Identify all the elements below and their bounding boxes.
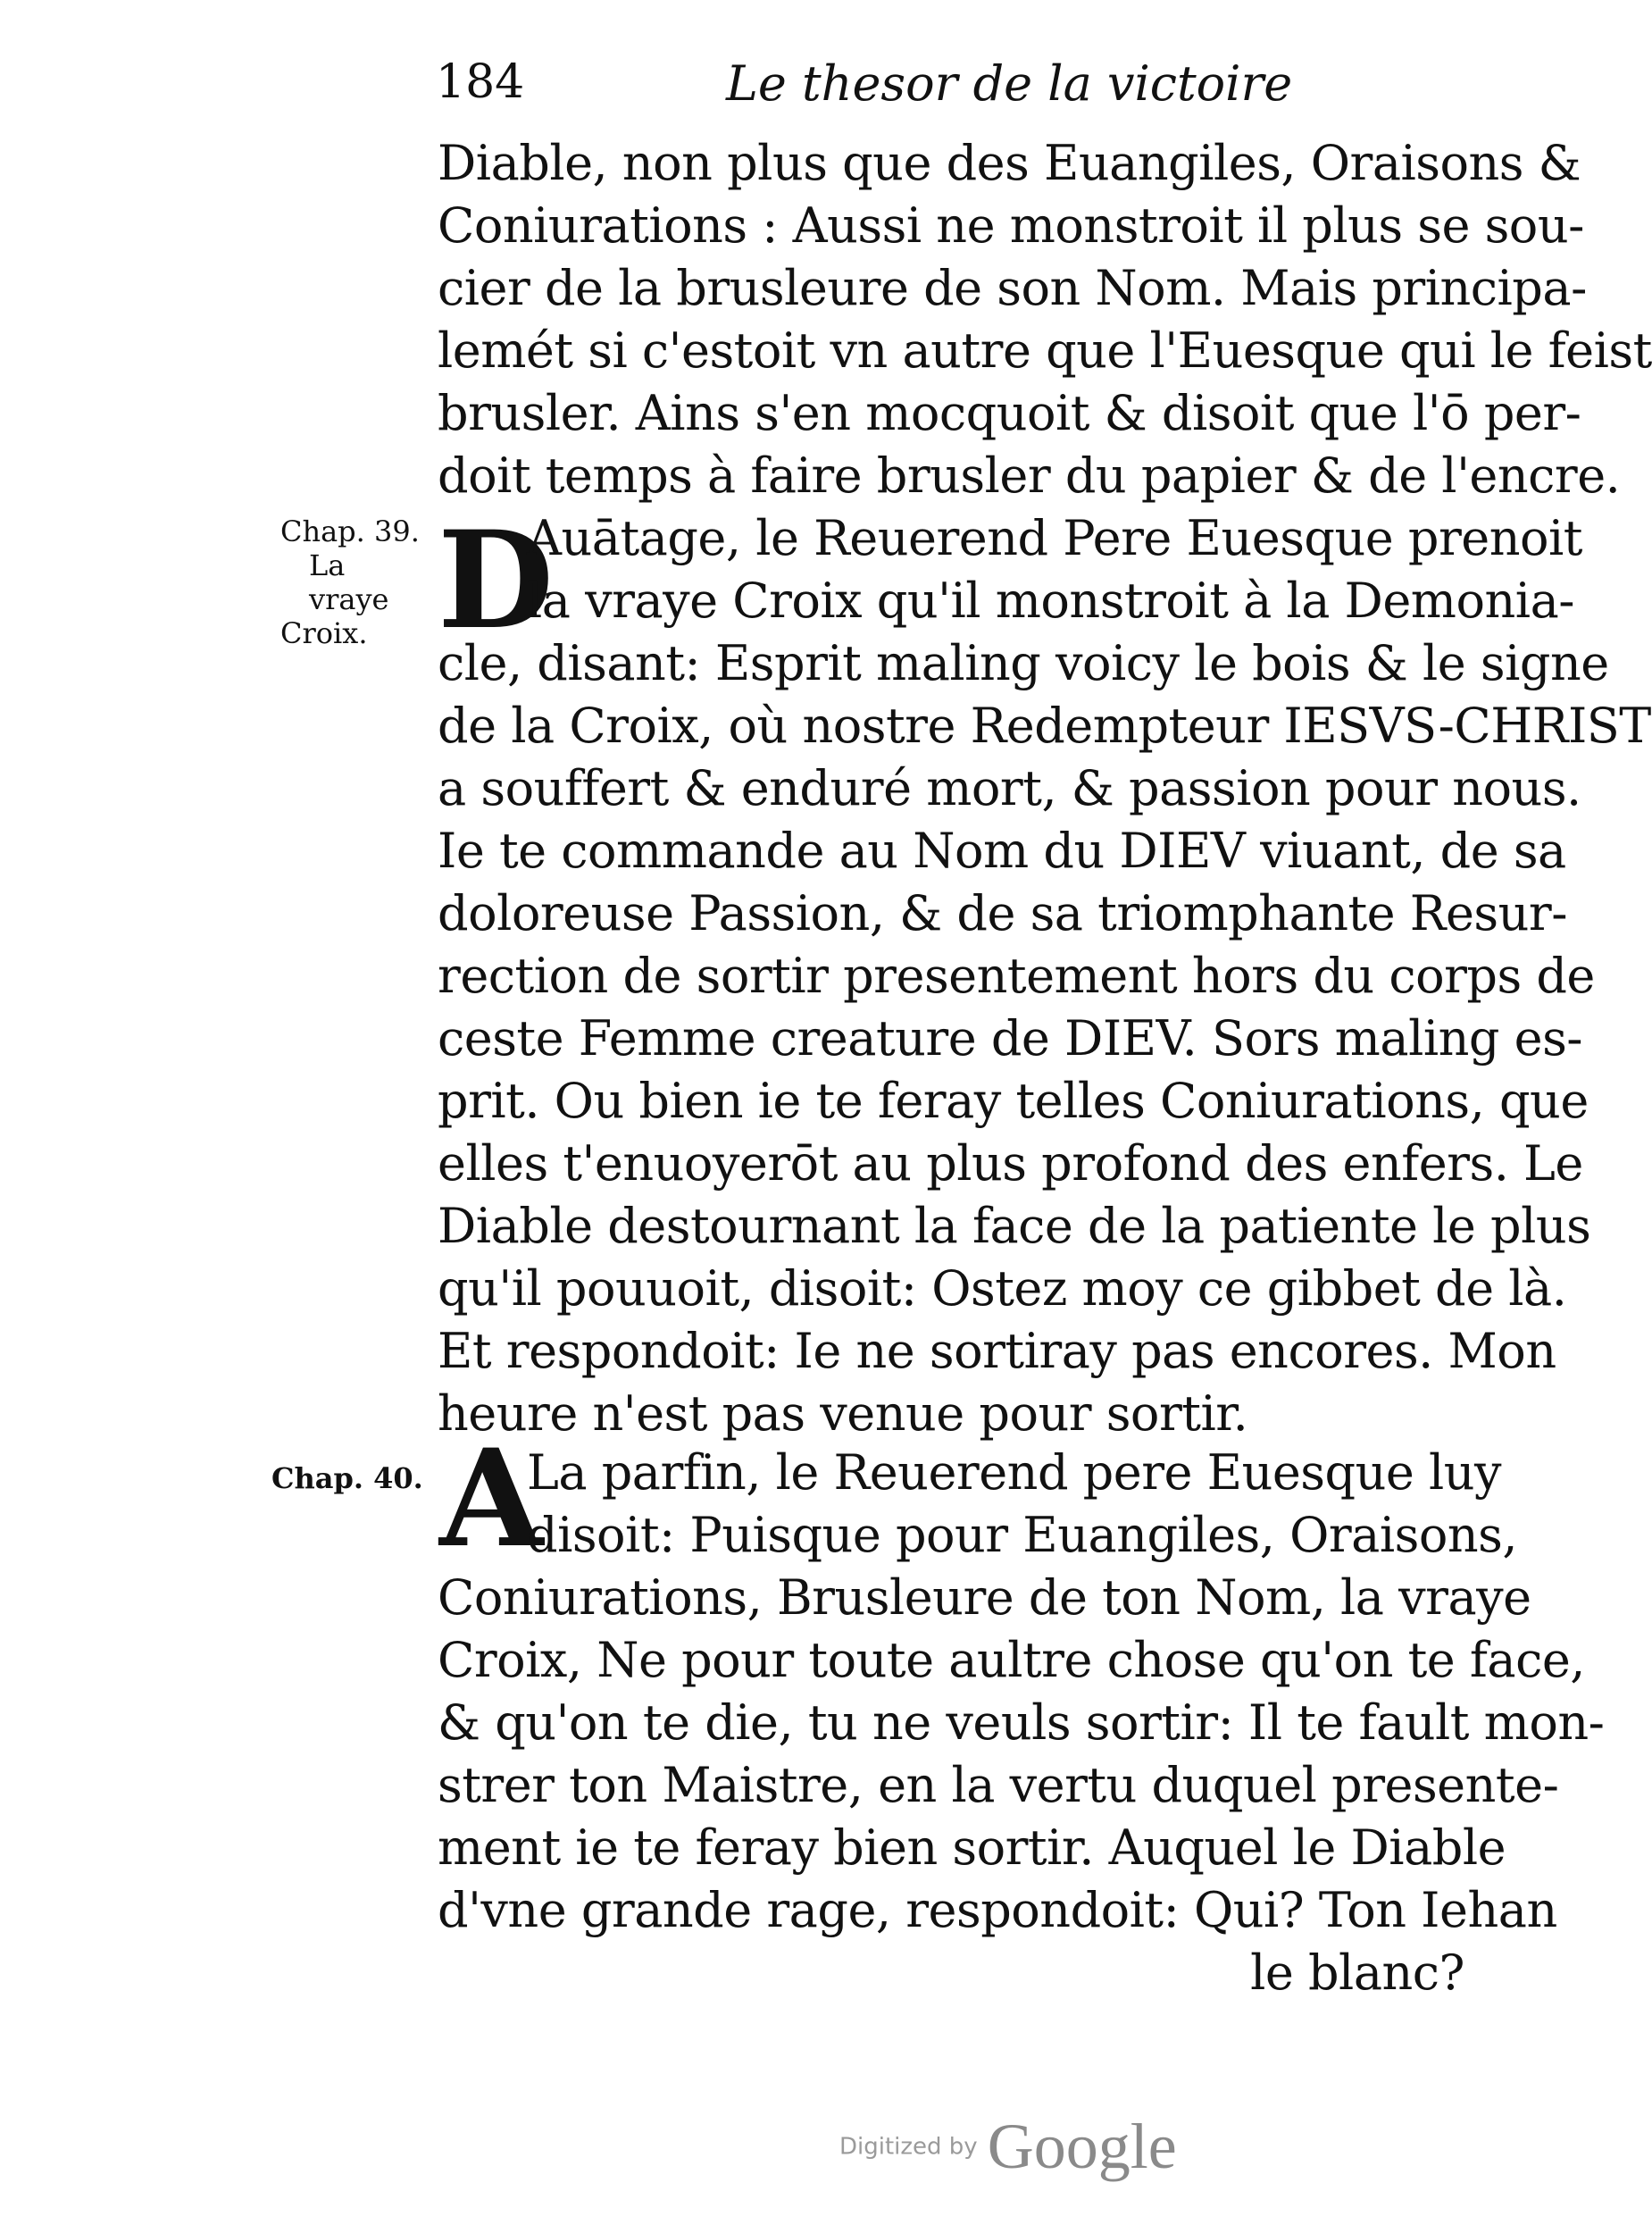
text-line: d'vne grande rage, respondoit: Qui? Ton Iehan bbox=[438, 1882, 1557, 1938]
text-line: lemét si c'estoit vn autre que l'Euesque qui le feist bbox=[438, 322, 1652, 379]
margin-note-chapter-39 bbox=[280, 514, 423, 650]
text-line: a souffert & enduré mort, & passion pour nous. bbox=[438, 760, 1581, 816]
margin-note-line: Chap. 39. bbox=[280, 514, 420, 548]
text-line: doit temps à faire brusler du papier & de l'encre. bbox=[438, 447, 1621, 504]
paragraph-chapter-40 bbox=[438, 1442, 1605, 2004]
text-line: La parfin, le Reuerend pere Euesque luy bbox=[527, 1444, 1502, 1501]
paragraph-continuation bbox=[438, 132, 1652, 507]
text-line: Coniurations, Brusleure de ton Nom, la vraye bbox=[438, 1569, 1531, 1626]
text-line: heure n'est pas venue pour sortir. bbox=[438, 1385, 1248, 1442]
margin-note-line: Croix. bbox=[280, 616, 368, 650]
text-line: Coniurations : Aussi ne monstroit il plus se sou- bbox=[438, 197, 1584, 254]
text-line: Diable, non plus que des Euangiles, Oraisons & bbox=[438, 135, 1581, 191]
text-line: brusler. Ains s'en mocquoit & disoit que l'ō per- bbox=[438, 385, 1581, 441]
drop-cap-initial: D bbox=[438, 502, 555, 659]
margin-note-line: Chap. 40. bbox=[271, 1461, 423, 1495]
page-number: 184 bbox=[436, 55, 525, 109]
text-line: prit. Ou bien ie te feray telles Coniurations, que bbox=[438, 1073, 1589, 1129]
text-line: Et respondoit: Ie ne sortiray pas encores. Mon bbox=[438, 1323, 1556, 1379]
text-line: disoit: Puisque pour Euangiles, Oraisons, bbox=[527, 1507, 1517, 1563]
text-line: strer ton Maistre, en la vertu duquel presente- bbox=[438, 1757, 1559, 1813]
text-line: Diable destournant la face de la patiente le plus bbox=[438, 1198, 1591, 1254]
text-line: ceste Femme creature de DIEV. Sors maling es- bbox=[438, 1010, 1583, 1066]
digitized-by-label: Digitized by bbox=[839, 2133, 978, 2161]
margin-note-line: La vraye bbox=[309, 548, 389, 616]
text-line: doloreuse Passion, & de sa triomphante Resur- bbox=[438, 885, 1567, 941]
text-line: Croix, Ne pour toute aultre chose qu'on te face, bbox=[438, 1632, 1585, 1688]
text-line: de la Croix, où nostre Redempteur IESVS-CHRIST bbox=[438, 698, 1651, 754]
text-line: cier de la brusleure de son Nom. Mais principa- bbox=[438, 260, 1587, 316]
margin-note-chapter-40 bbox=[271, 1461, 432, 1495]
text-line: elles t'enuoyerōt au plus profond des enfers. Le bbox=[438, 1135, 1583, 1192]
text-line: Auātage, le Reuerend Pere Euesque prenoit bbox=[527, 510, 1582, 566]
running-title: Le thesor de la victoire bbox=[726, 55, 1293, 112]
text-line: la vraye Croix qu'il monstroit à la Demonia- bbox=[527, 573, 1575, 629]
text-line: rection de sortir presentement hors du corps de bbox=[438, 948, 1595, 1004]
digitized-by-google-watermark bbox=[839, 2110, 1177, 2184]
text-line: Ie te commande au Nom du DIEV viuant, de sa bbox=[438, 823, 1566, 879]
text-line: qu'il pouuoit, disoit: Ostez moy ce gibbet de là. bbox=[438, 1260, 1567, 1317]
paragraph-chapter-39 bbox=[438, 502, 1651, 1445]
text-line: cle, disant: Esprit maling voicy le bois & le signe bbox=[438, 635, 1609, 691]
text-line: & qu'on te die, tu ne veuls sortir: Il te fault mon- bbox=[438, 1694, 1605, 1751]
page-header bbox=[436, 55, 1463, 127]
text-line: le blanc? bbox=[1250, 1944, 1464, 2001]
text-line: ment ie te feray bien sortir. Auquel le Diable bbox=[438, 1819, 1506, 1876]
drop-cap-initial: A bbox=[439, 1420, 544, 1577]
google-logo: Google bbox=[987, 2111, 1177, 2182]
